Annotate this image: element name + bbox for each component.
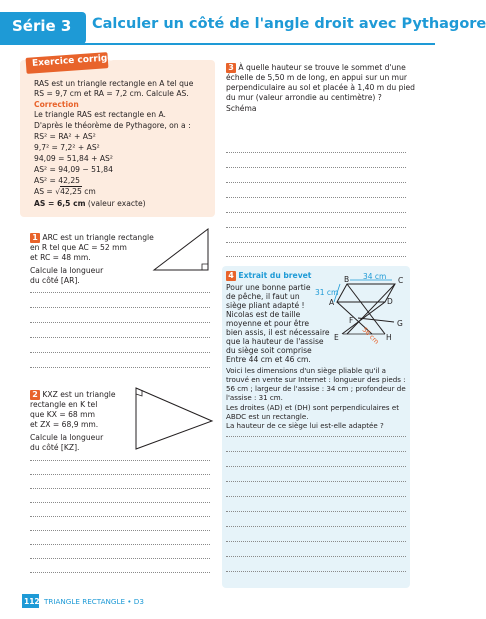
answer-line[interactable] [226,197,406,198]
corrige-statement-2: RS = 9,7 cm et RA = 7,2 cm. Calcule AS. [34,89,189,98]
answer-line[interactable] [226,571,406,572]
dim-top-label: 34 cm [363,272,387,281]
corrige-line-2: D'après le théorème de Pythagore, on a : [34,121,191,130]
label-e: E [334,333,339,342]
answer-line[interactable] [226,436,406,437]
answer-line[interactable] [30,558,210,559]
ex1-line-3: et RC = 48 mm. [30,253,91,262]
ex4-number: 4 [226,271,236,281]
answer-line[interactable] [30,292,210,293]
ex1-line-5: du côté [AR]. [30,276,80,285]
ex4-line-2: de pêche, il faut un [226,292,300,301]
answer-line[interactable] [30,322,210,323]
corrige-line-1: Le triangle RAS est rectangle en A. [34,110,166,119]
ex2-triangle [136,388,212,449]
series-label: Série 3 [12,17,72,35]
answer-line[interactable] [226,541,406,542]
answer-line[interactable] [226,167,406,168]
corrige-line-3: RS² = RA² + AS² [34,132,96,141]
answer-line[interactable] [226,242,406,243]
label-g: G [397,319,403,328]
answer-line[interactable] [30,307,210,308]
ex2-triangle-figure [128,383,218,455]
header-rule [0,43,435,45]
answer-line[interactable] [226,466,406,467]
ex3-line-1 [226,63,406,73]
ex4-line-8: du siège soit comprise [226,346,312,355]
corrige-line-9 [34,199,146,210]
answer-line[interactable] [226,511,406,512]
answer-line[interactable] [30,474,210,475]
answer-line[interactable] [30,502,210,503]
answer-line[interactable] [226,182,406,183]
ex4-line-1: Pour une bonne partie [226,283,311,292]
dim-left-label: 31 cm [315,288,339,297]
ex3-line-2: échelle de 5,50 m de long, en appui sur un mur [226,73,408,82]
ex4-line-11: trouvé en vente sur Internet : longueur des pieds : [226,375,406,384]
corrige-line-6: AS² = 94,09 − 51,84 [34,165,113,174]
ex4-line-13: l'assise : 31 cm. [226,393,283,402]
answer-line[interactable] [226,526,406,527]
corrige-line-8-radicand: 42,25 [60,187,82,196]
corrige-line-7: AS² = 42,25 [34,176,80,185]
label-h: H [386,333,392,342]
ex1-triangle [154,229,208,270]
sqrt-symbol: √ [55,187,61,196]
corrige-line-5: 94,09 = 51,84 + AS² [34,154,113,163]
ex4-line-7: que la hauteur de l'assise [226,337,324,346]
corrige-answer-note: (valeur exacte) [85,199,146,208]
answer-line[interactable] [30,488,210,489]
ex3-line-5: Schéma [226,104,257,113]
corrected-exercise-tag-label: Exercice corrigé [31,53,114,69]
leg-ce [347,284,395,334]
answer-line[interactable] [226,256,406,257]
answer-line[interactable] [226,481,406,482]
ex2-line-2: rectangle en K tel [30,400,98,409]
answer-line[interactable] [226,152,406,153]
corrige-line-4: 9,7² = 7,2² + AS² [34,143,100,152]
label-f: F [349,316,354,325]
ex4-line-16: La hauteur de ce siège lui est-elle adaptée ? [226,421,384,430]
ex4-line-4: Nicolas est de taille [226,310,301,319]
ex2-line-1 [30,390,116,400]
footer-chapter: TRIANGLE RECTANGLE • D3 [44,597,144,606]
corrige-answer: AS = 6,5 cm [34,199,86,208]
ex2-number: 2 [30,390,40,400]
corrige-line-8-prefix: AS = [34,187,56,196]
answer-line[interactable] [30,544,210,545]
ex2-right-angle-mark [136,390,142,396]
ex1-line-4: Calcule la longueur [30,266,104,275]
corrige-line-8 [34,187,96,198]
label-b: B [344,275,350,284]
answer-line[interactable] [226,227,406,228]
answer-line[interactable] [30,337,210,338]
answer-line[interactable] [226,496,406,497]
answer-line[interactable] [226,212,406,213]
ex1-right-angle-mark [202,264,208,270]
page-number: 112 [24,597,40,606]
correction-title: Correction [34,100,79,109]
ex4-title: Extrait du brevet [238,271,312,280]
label-a: A [329,298,335,307]
ex2-line-3: que KX = 68 mm [30,410,95,419]
ex2-text-1: KXZ est un triangle [42,390,116,399]
answer-line[interactable] [30,516,210,517]
ex1-triangle-figure [150,225,212,275]
folding-chair-figure [310,270,410,350]
ex2-line-5: Calcule la longueur [30,433,104,442]
answer-line[interactable] [226,451,406,452]
corrige-statement-1: RAS est un triangle rectangle en A tel que [34,79,194,88]
ex1-number: 1 [30,233,40,243]
ex3-text-1: À quelle hauteur se trouve le sommet d'une [238,63,406,72]
ex3-line-4: du mur (valeur arrondie au centimètre) ? [226,93,382,102]
ex2-line-6: du côté [KZ]. [30,443,80,452]
answer-line[interactable] [30,530,210,531]
ex1-line-1 [30,233,154,243]
corrige-line-8-suffix: cm [81,187,96,196]
answer-line[interactable] [30,367,210,368]
ex4-line-10: Voici les dimensions d'un siège pliable qu'il a [226,366,386,375]
ex4-line-12: 56 cm ; largeur de l'assise : 34 cm ; profondeur de [226,384,406,393]
answer-line[interactable] [30,572,210,573]
answer-line[interactable] [30,352,210,353]
ex1-text-1: ARC est un triangle rectangle [42,233,154,242]
answer-line[interactable] [30,460,210,461]
ex4-heading [226,271,311,281]
ex2-line-4: et ZX = 68,9 mm. [30,420,99,429]
label-d: D [387,297,393,306]
ex4-line-9: Entre 44 cm et 46 cm. [226,355,311,364]
ex4-line-15: ABDC est un rectangle. [226,412,309,421]
dim-leg-label: 56 cm [360,325,381,346]
answer-line[interactable] [226,556,406,557]
ex4-line-6: bien assis, il est nécessaire [226,328,330,337]
ex3-number: 3 [226,63,236,73]
ex1-line-2: en R tel que AC = 52 mm [30,243,127,252]
ex4-line-3: siège pliant adapté ! [226,301,305,310]
ex3-line-3: perpendiculaire au sol et placée à 1,40 m du pied [226,83,416,92]
page-title: Calculer un côté de l'angle droit avec Pythagore [92,16,486,32]
ex4-line-5: moyenne et pour être [226,319,310,328]
label-c: C [398,276,404,285]
ex4-line-14: Les droites (AD) et (DH) sont perpendiculaires et [226,403,399,412]
